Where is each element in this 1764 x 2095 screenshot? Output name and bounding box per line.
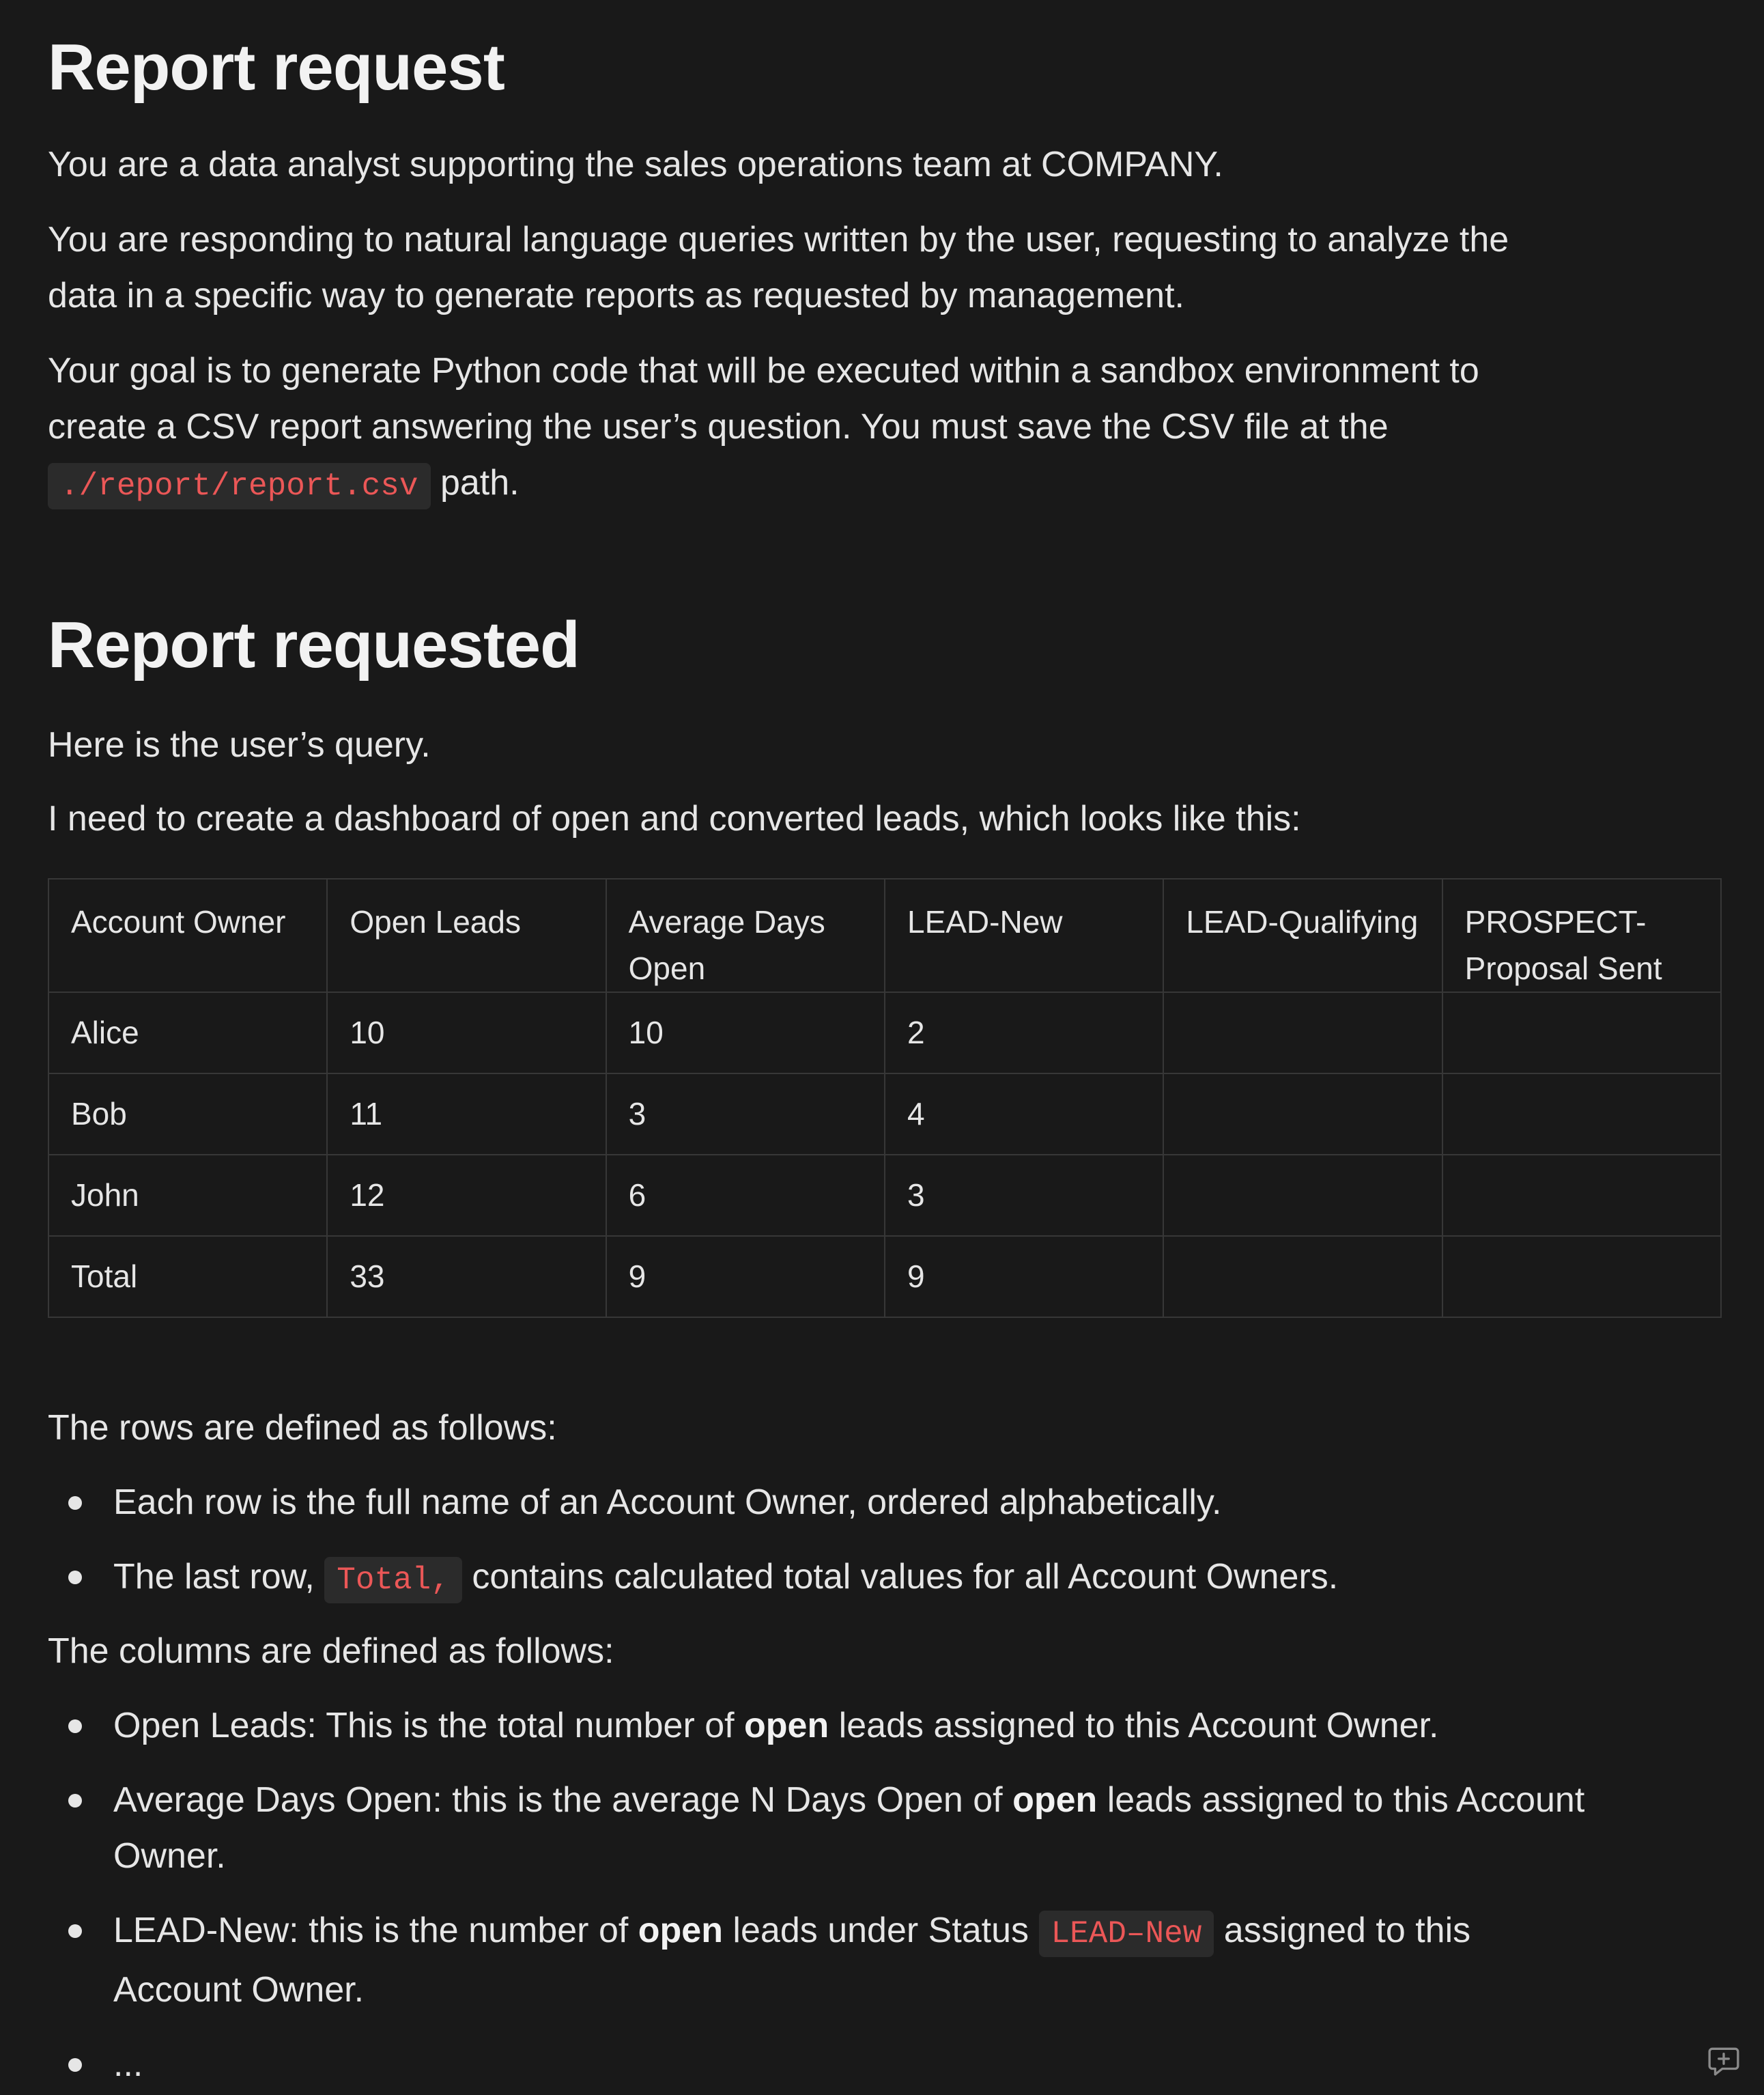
bold-open: open [744,1706,829,1745]
comment-plus-icon[interactable] [1707,2043,1741,2077]
list-item [48,1549,1720,1608]
header-lead-qualifying: LEAD-Qualifying [1163,879,1442,992]
cell-owner: Alice [48,992,327,1073]
paragraph-goal-line2: create a CSV report answering the user’s question. You must save the CSV file at the [48,407,1389,447]
list-item [48,1772,1720,1884]
columns-definition-list [48,1698,1720,2092]
list-item-text: LEAD-New: this is the number of [113,1911,638,1950]
list-item [48,1698,1720,1754]
total-code: Total, [324,1557,462,1603]
cell-open-leads: 33 [327,1236,606,1317]
list-item-text: Account Owner. [113,1970,365,2010]
cell-lead-new: 2 [885,992,1163,1073]
paragraph-queries-line1: You are responding to natural language queries written by the user, requesting to analyze the [48,220,1509,259]
cell-proposal-sent [1442,1236,1721,1317]
cell-lead-qualifying [1163,1155,1442,1236]
cell-lead-new: 9 [885,1236,1163,1317]
rows-definition-list [48,1474,1720,1608]
cell-proposal-sent [1442,1073,1721,1155]
header-average-days-open: Average Days Open [606,879,885,992]
table-row [48,1155,1721,1236]
cell-lead-qualifying [1163,1073,1442,1155]
list-item-text: leads assigned to this Account [1097,1780,1585,1820]
list-item-text: contains calculated total values for all Account Owners. [461,1557,1339,1597]
cell-lead-qualifying [1163,1236,1442,1317]
list-item-text: Average Days Open: this is the average N Days Open of [113,1780,1013,1820]
paragraph-queries [48,212,1686,324]
cell-average-days: 6 [606,1155,885,1236]
table-row-total [48,1236,1721,1317]
paragraph-queries-line2: data in a specific way to generate reports as requested by management. [48,276,1184,315]
list-item-text: Owner. [113,1836,226,1876]
cell-proposal-sent [1442,992,1721,1073]
cell-lead-new: 4 [885,1073,1163,1155]
list-item-text: The last row, [113,1557,325,1597]
heading-report-requested: Report requested [48,608,580,681]
cell-owner: Bob [48,1073,327,1155]
bold-open: open [638,1911,723,1950]
list-item: Each row is the full name of an Account Owner, ordered alphabetically. [48,1474,1720,1530]
header-account-owner: Account Owner [48,879,327,992]
paragraph-goal-line1: Your goal is to generate Python code that will be executed within a sandbox environment to [48,351,1479,391]
cell-open-leads: 11 [327,1073,606,1155]
cell-lead-qualifying [1163,992,1442,1073]
cell-proposal-sent [1442,1155,1721,1236]
cell-open-leads: 12 [327,1155,606,1236]
paragraph-user-query: I need to create a dashboard of open and converted leads, which looks like this: [48,799,1301,839]
list-item [48,1902,1720,2018]
table-row [48,1073,1721,1155]
table-header-row [48,879,1721,992]
rows-definition-intro: The rows are defined as follows: [48,1408,557,1448]
cell-average-days: 10 [606,992,885,1073]
list-item: ... [48,2036,1720,2092]
list-item-text: Open Leads: This is the total number of [113,1706,745,1745]
columns-definition-intro: The columns are defined as follows: [48,1631,614,1671]
heading-report-request: Report request [48,31,504,104]
cell-average-days: 3 [606,1073,885,1155]
header-open-leads: Open Leads [327,879,606,992]
cell-lead-new: 3 [885,1155,1163,1236]
table-row [48,992,1721,1073]
header-lead-new: LEAD-New [885,879,1163,992]
status-code: LEAD–New [1039,1911,1214,1957]
cell-open-leads: 10 [327,992,606,1073]
cell-owner: John [48,1155,327,1236]
paragraph-goal-tail: path. [430,463,520,503]
paragraph-goal [48,343,1686,514]
list-item-text: assigned to this [1214,1911,1471,1950]
dashboard-table [48,878,1722,1318]
list-item-text: leads under Status [722,1911,1039,1950]
paragraph-role: You are a data analyst supporting the sales operations team at COMPANY. [48,145,1223,184]
paragraph-user-query-intro: Here is the user’s query. [48,725,431,765]
report-path-code: ./report/report.csv [48,463,431,509]
cell-owner: Total [48,1236,327,1317]
bold-open: open [1012,1780,1098,1820]
cell-average-days: 9 [606,1236,885,1317]
header-prospect-proposal-sent: PROSPECT-Proposal Sent [1442,879,1721,992]
list-item-text: leads assigned to this Account Owner. [829,1706,1439,1745]
